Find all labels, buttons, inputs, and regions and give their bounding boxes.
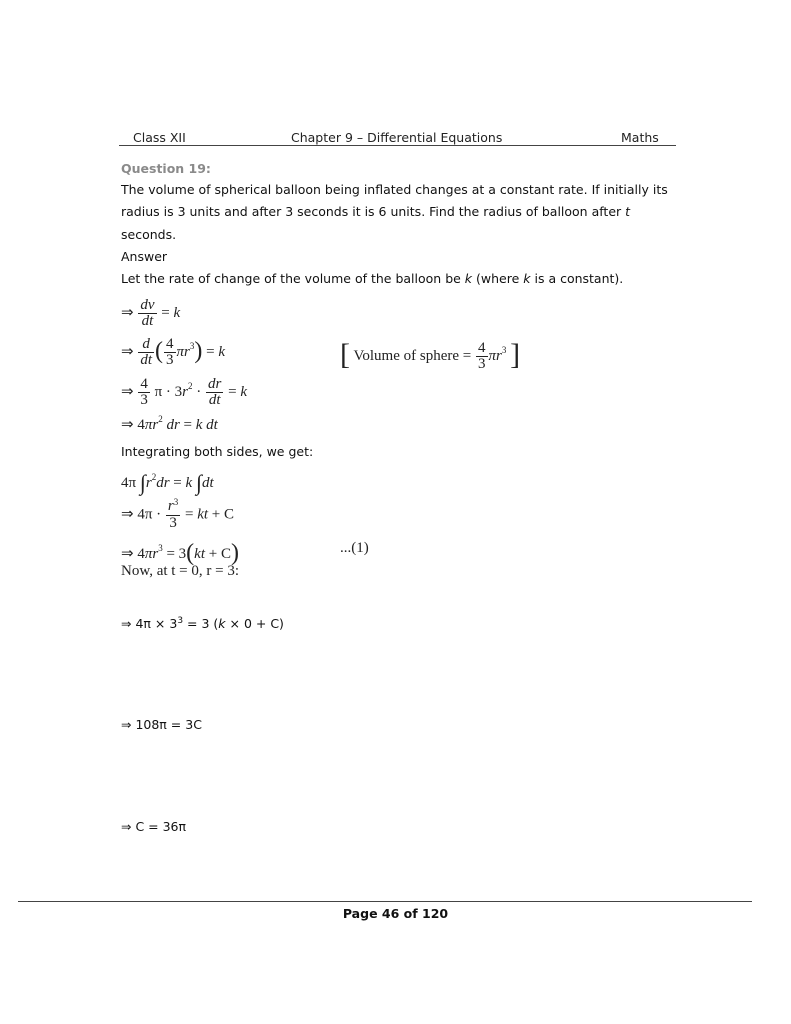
- equation-dv-dt: ⇒ $\frac{dv}{dt}$ = k: [121, 297, 181, 329]
- step-substitute: ⇒ $4\pi \times 3^3 = 3$ (k × 0 + C): [121, 616, 284, 631]
- equation-separated: ⇒ $4\pi r^2$ dr = k dt: [121, 414, 218, 433]
- answer-label: Answer: [121, 249, 168, 264]
- initial-condition: Now, at t = 0, r = 3:: [121, 563, 240, 579]
- question-line-1: The volume of spherical balloon being inflated changes at a constant rate. If initially its: [121, 182, 668, 197]
- question-line-2: radius is 3 units and after 3 seconds it is 6 units. Find the radius of balloon after t: [121, 204, 631, 219]
- integrating-text: Integrating both sides, we get:: [121, 444, 314, 459]
- answer-intro: Let the rate of change of the volume of the balloon be k (where k is a constant).: [121, 271, 624, 286]
- header-class: Class XII: [133, 130, 186, 145]
- header-chapter: Chapter 9 – Differential Equations: [291, 130, 503, 145]
- equation-integrated: ⇒ 4π · $\frac{r^3}{3}$ = kt + C: [121, 497, 234, 531]
- question-line-3: seconds.: [121, 227, 177, 242]
- footer-divider: [18, 901, 752, 902]
- equation-integral: 4π $\int r^2dr = k$ ∫dt: [121, 470, 214, 495]
- question-title: Question 19:: [121, 161, 211, 176]
- equation-reference: ...(1): [340, 540, 369, 556]
- header-subject: Maths: [621, 130, 659, 145]
- equation-one: ⇒ $4\pi r^3 = 3(kt + C)$: [121, 540, 239, 566]
- equation-d-dt-volume: ⇒ $\frac{d}{dt}$ ( $\frac{4}{3}$ $\pi r^3) = k$: [121, 336, 225, 369]
- equation-derivative-expanded: ⇒ $\frac{4}{3}$ $\pi \cdot 3r^2$ · $\frac{dr}{dt}$ = k: [121, 376, 247, 408]
- volume-of-sphere-note: [ Volume of sphere = $\frac{4}{3}$ $\pi r^3$ ]: [340, 338, 521, 373]
- step-simplify: ⇒ 108π = 3C: [121, 717, 202, 732]
- page-number: Page 46 of 120: [342, 906, 449, 921]
- step-constant: ⇒ C = 36π: [121, 819, 187, 834]
- header-divider: [119, 145, 676, 146]
